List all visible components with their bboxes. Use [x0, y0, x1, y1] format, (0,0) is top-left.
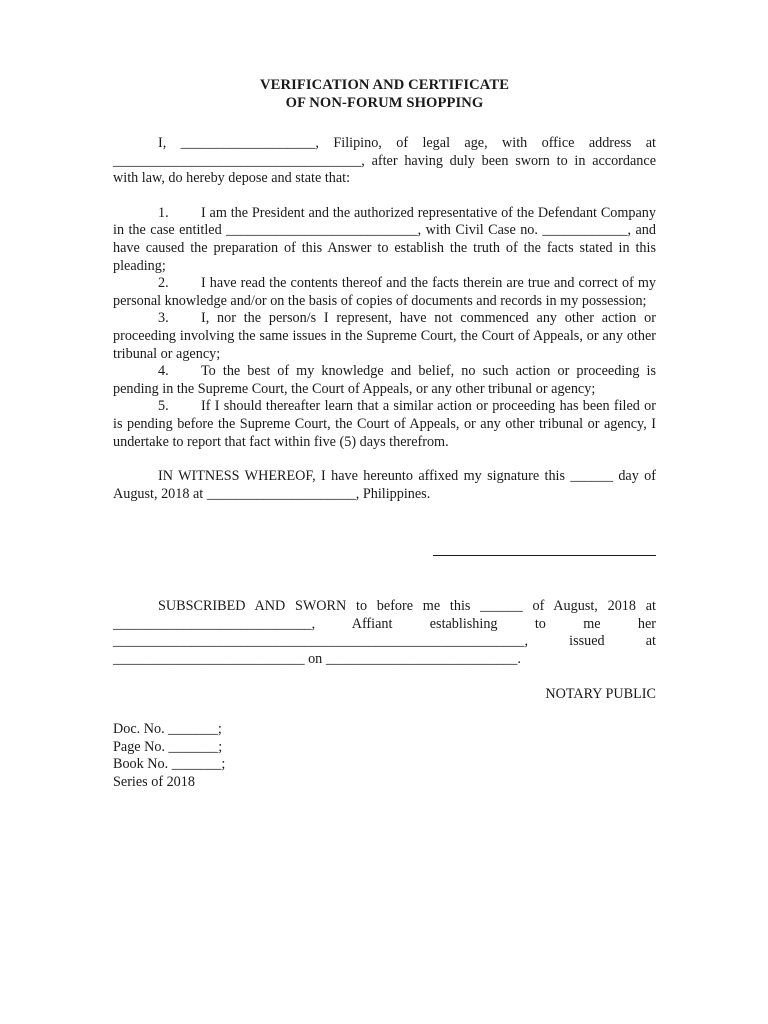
notary-public-label: NOTARY PUBLIC	[545, 685, 656, 702]
statement-item-2	[113, 275, 656, 310]
item-number: 2.	[158, 275, 169, 292]
title-line-1: VERIFICATION AND CERTIFICATE	[259, 77, 510, 93]
item-number: 1.	[158, 204, 169, 221]
doc-no: Doc. No. _______;	[113, 721, 222, 738]
witness-paragraph: IN WITNESS WHEREOF, I have hereunto affixed my signature this ______ day of August, 2018 at _____________________, Philippines.	[113, 468, 656, 502]
item-text: To the best of my knowledge and belief, no such action or proceeding is pending in the Supreme Court, the Court of Appeals, or any other tribunal or agency;	[113, 363, 656, 397]
signature-line	[433, 541, 656, 556]
item-text: I am the President and the authorized representative of the Defendant Company in the case entitled ___________________________, with Civil Case no. ____________, and have caused the preparation of this Answer to establish the truth of the facts stated in this pleading;	[113, 204, 656, 274]
statement-item-3	[113, 310, 656, 363]
item-number: 3.	[158, 310, 169, 327]
intro-paragraph: I, ___________________, Filipino, of legal age, with office address at ___________________________________, after having duly been sworn to in accordance with law, do hereby depose and state that:	[113, 135, 656, 187]
item-text: I have read the contents thereof and the facts therein are true and correct of my personal knowledge and/or on the basis of copies of documents and records in my possession;	[113, 275, 656, 309]
statement-item-1	[113, 205, 656, 275]
item-text: I, nor the person/s I represent, have not commenced any other action or proceeding involving the same issues in the Supreme Court, the Court of Appeals, or any other tribunal or agency;	[113, 310, 656, 362]
statement-item-5	[113, 398, 656, 451]
document-page	[113, 76, 656, 792]
document-title	[113, 76, 656, 112]
statement-item-4	[113, 363, 656, 398]
book-no: Book No. _______;	[113, 756, 226, 773]
item-text: If I should thereafter learn that a similar action or proceeding has been filed or is pending before the Supreme Court, the Court of Appeals, or any other tribunal or agency, I undertake to report that fact within five (5) days therefrom.	[113, 398, 656, 450]
page-no: Page No. _______;	[113, 738, 223, 755]
item-number: 4.	[158, 363, 169, 380]
title-line-2: OF NON-FORUM SHOPPING	[285, 95, 484, 111]
notarial-register-refs	[113, 721, 656, 791]
series-year: Series of 2018	[113, 774, 195, 791]
item-number: 5.	[158, 398, 169, 415]
statement-list	[113, 205, 656, 451]
sworn-paragraph: SUBSCRIBED AND SWORN to before me this ______ of August, 2018 at ____________________________, Affiant establishing to me her __________________________________________________________, issued at ___________________________ on ___________________________.	[113, 598, 656, 668]
